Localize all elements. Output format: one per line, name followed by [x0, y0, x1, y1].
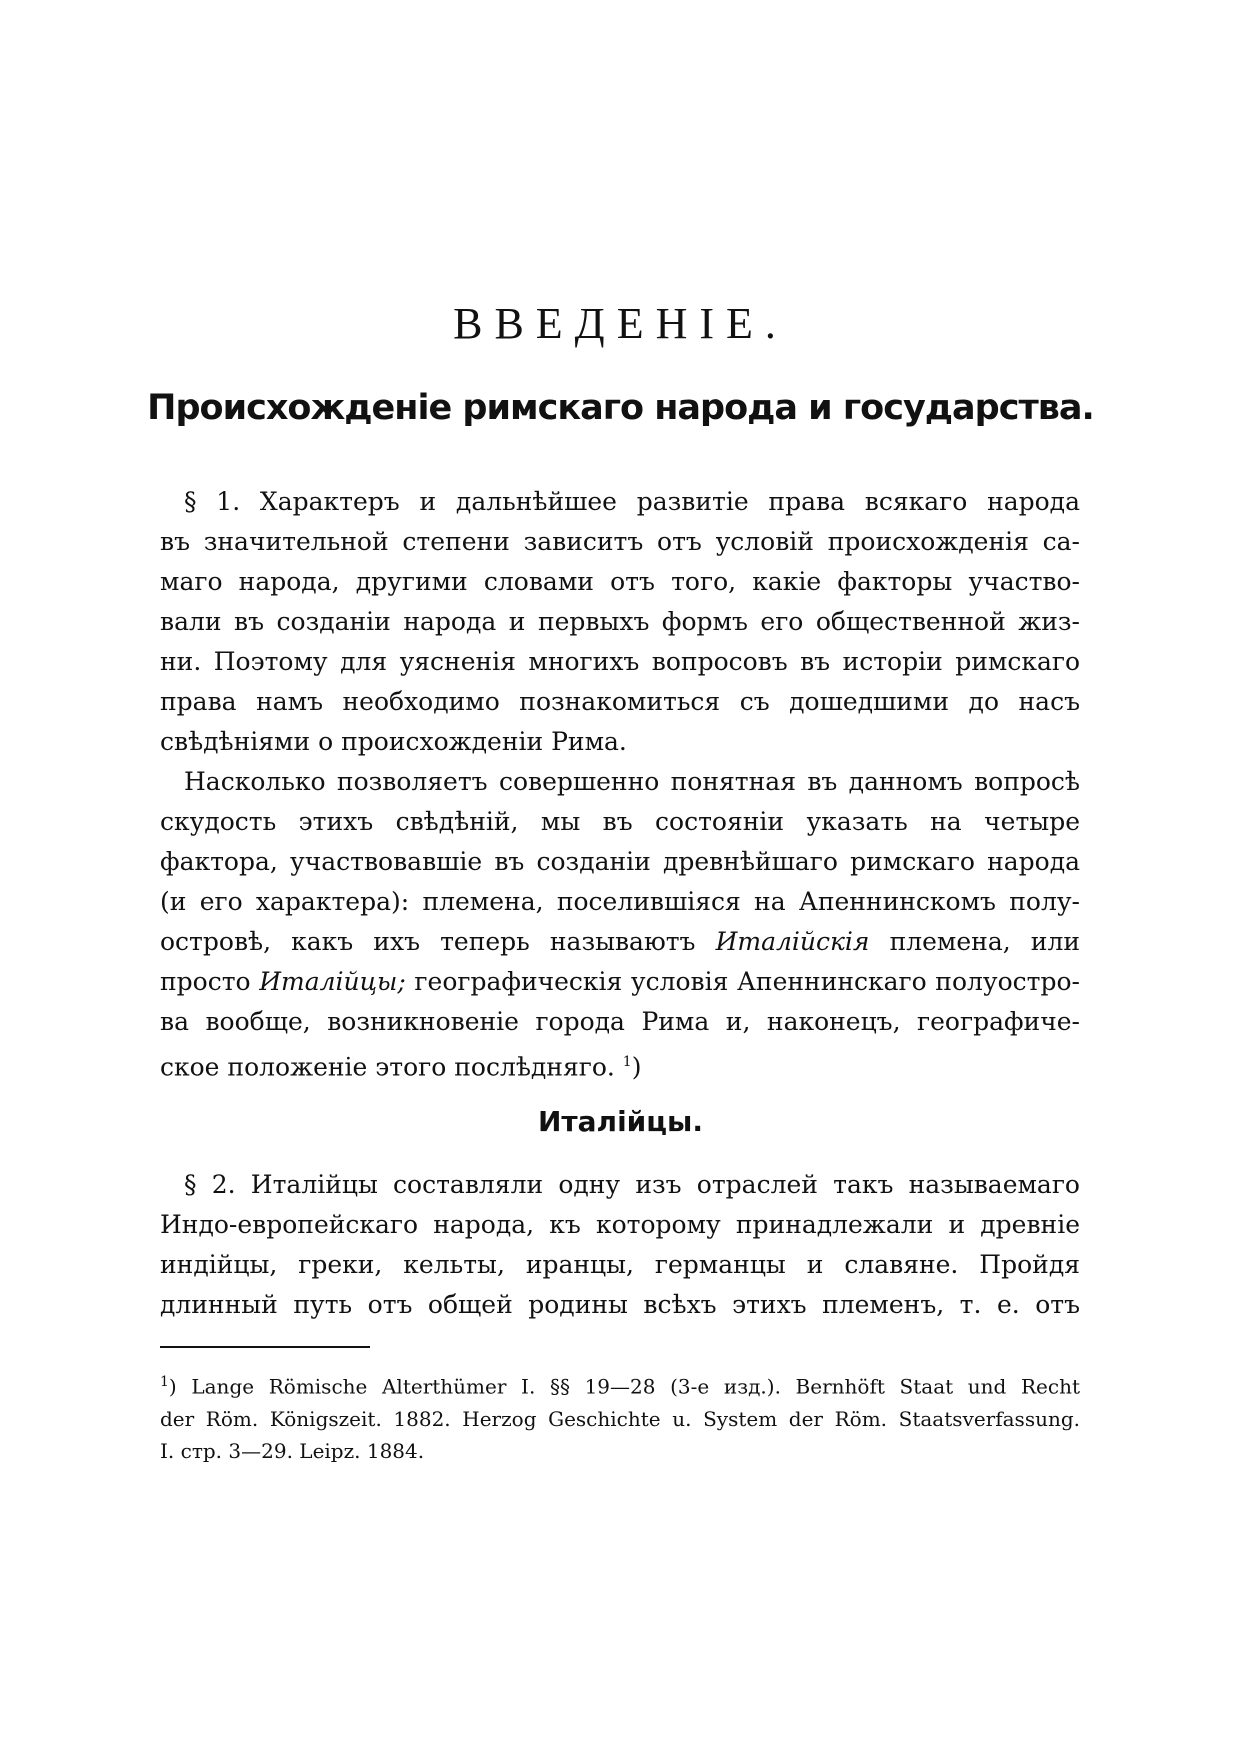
- text-line: ва вообще, возникновеніе города Рима и, наконецъ, географиче-: [160, 1007, 1080, 1036]
- paragraph-3: [160, 1165, 1080, 1325]
- text-line: фактора, участвовавшіе въ созданіи древнѣйшаго римскаго народа: [160, 847, 1080, 876]
- text-segment: ): [631, 1052, 642, 1082]
- footnote-reference[interactable]: 1: [622, 1054, 632, 1070]
- text-segment: просто: [160, 967, 260, 996]
- text-line: Индо-европейскаго народа, къ которому принадлежали и древніе: [160, 1210, 1080, 1239]
- footnote-marker: 1: [160, 1374, 169, 1390]
- text-line: ни. Поэтому для уясненія многихъ вопросовъ въ исторіи римскаго: [160, 647, 1080, 676]
- section-heading: Италійцы.: [538, 1105, 703, 1138]
- text-line: (и его характера): племена, поселившіяся на Апеннинскомъ полу-: [160, 887, 1080, 916]
- italic-term: Италійскія: [715, 927, 870, 956]
- text-line: Насколько позволяетъ совершенно понятная въ данномъ вопросѣ: [184, 767, 1080, 796]
- text-line: [160, 962, 1080, 1002]
- text-line: длинный путь отъ общей родины всѣхъ этихъ племенъ, т. е. отъ: [160, 1290, 1080, 1319]
- chapter-subtitle: Происхожденіе римскаго народа и государства.: [147, 388, 1094, 428]
- text-segment: географическія условія Апеннинскаго полуостро-: [405, 967, 1080, 996]
- paragraph-2: [160, 762, 1080, 1087]
- text-line: индійцы, греки, кельты, иранцы, германцы и славяне. Пройдя: [160, 1250, 1080, 1279]
- chapter-title: ВВЕДЕНІЕ.: [453, 299, 788, 348]
- text-line: [160, 922, 1080, 962]
- text-segment: островѣ, какъ ихъ теперь называютъ: [160, 927, 716, 956]
- text-line: § 1. Характеръ и дальнѣйшее развитіе права всякаго народа: [184, 487, 1080, 516]
- text-line: свѣдѣніями о происхожденіи Рима.: [160, 727, 627, 756]
- text-line: скудость этихъ свѣдѣній, мы въ состояніи указать на четыре: [160, 807, 1080, 836]
- footnote: [160, 1366, 1080, 1467]
- text-line: маго народа, другими словами отъ того, какіе факторы участво-: [160, 567, 1080, 596]
- footnote-line: [160, 1366, 1080, 1403]
- text-segment: племена, или: [869, 927, 1080, 956]
- italic-term: Италійцы;: [259, 967, 406, 996]
- footnote-divider: [160, 1346, 370, 1348]
- footnote-line: der Röm. Königszeit. 1882. Herzog Geschichte u. System der Röm. Staatsverfassung.: [160, 1406, 1080, 1431]
- text-line: § 2. Италійцы составляли одну изъ отраслей такъ называемаго: [184, 1170, 1080, 1199]
- text-line: вали въ созданіи народа и первыхъ формъ его общественной жиз-: [160, 607, 1080, 636]
- text-line: права намъ необходимо познакомиться съ дошедшими до насъ: [160, 687, 1080, 716]
- footnote-line: I. стр. 3—29. Leipz. 1884.: [160, 1438, 425, 1463]
- text-line: [160, 1042, 1080, 1087]
- text-segment: ) Lange Römische Alterthümer I. §§ 19—28 (3-е изд.). Bernhöft Staat und Recht: [168, 1374, 1080, 1399]
- paragraph-1: [160, 482, 1080, 762]
- text-segment: ское положеніе этого послѣдняго.: [160, 1052, 615, 1082]
- text-line: въ значительной степени зависитъ отъ условій происхожденія са-: [160, 527, 1080, 556]
